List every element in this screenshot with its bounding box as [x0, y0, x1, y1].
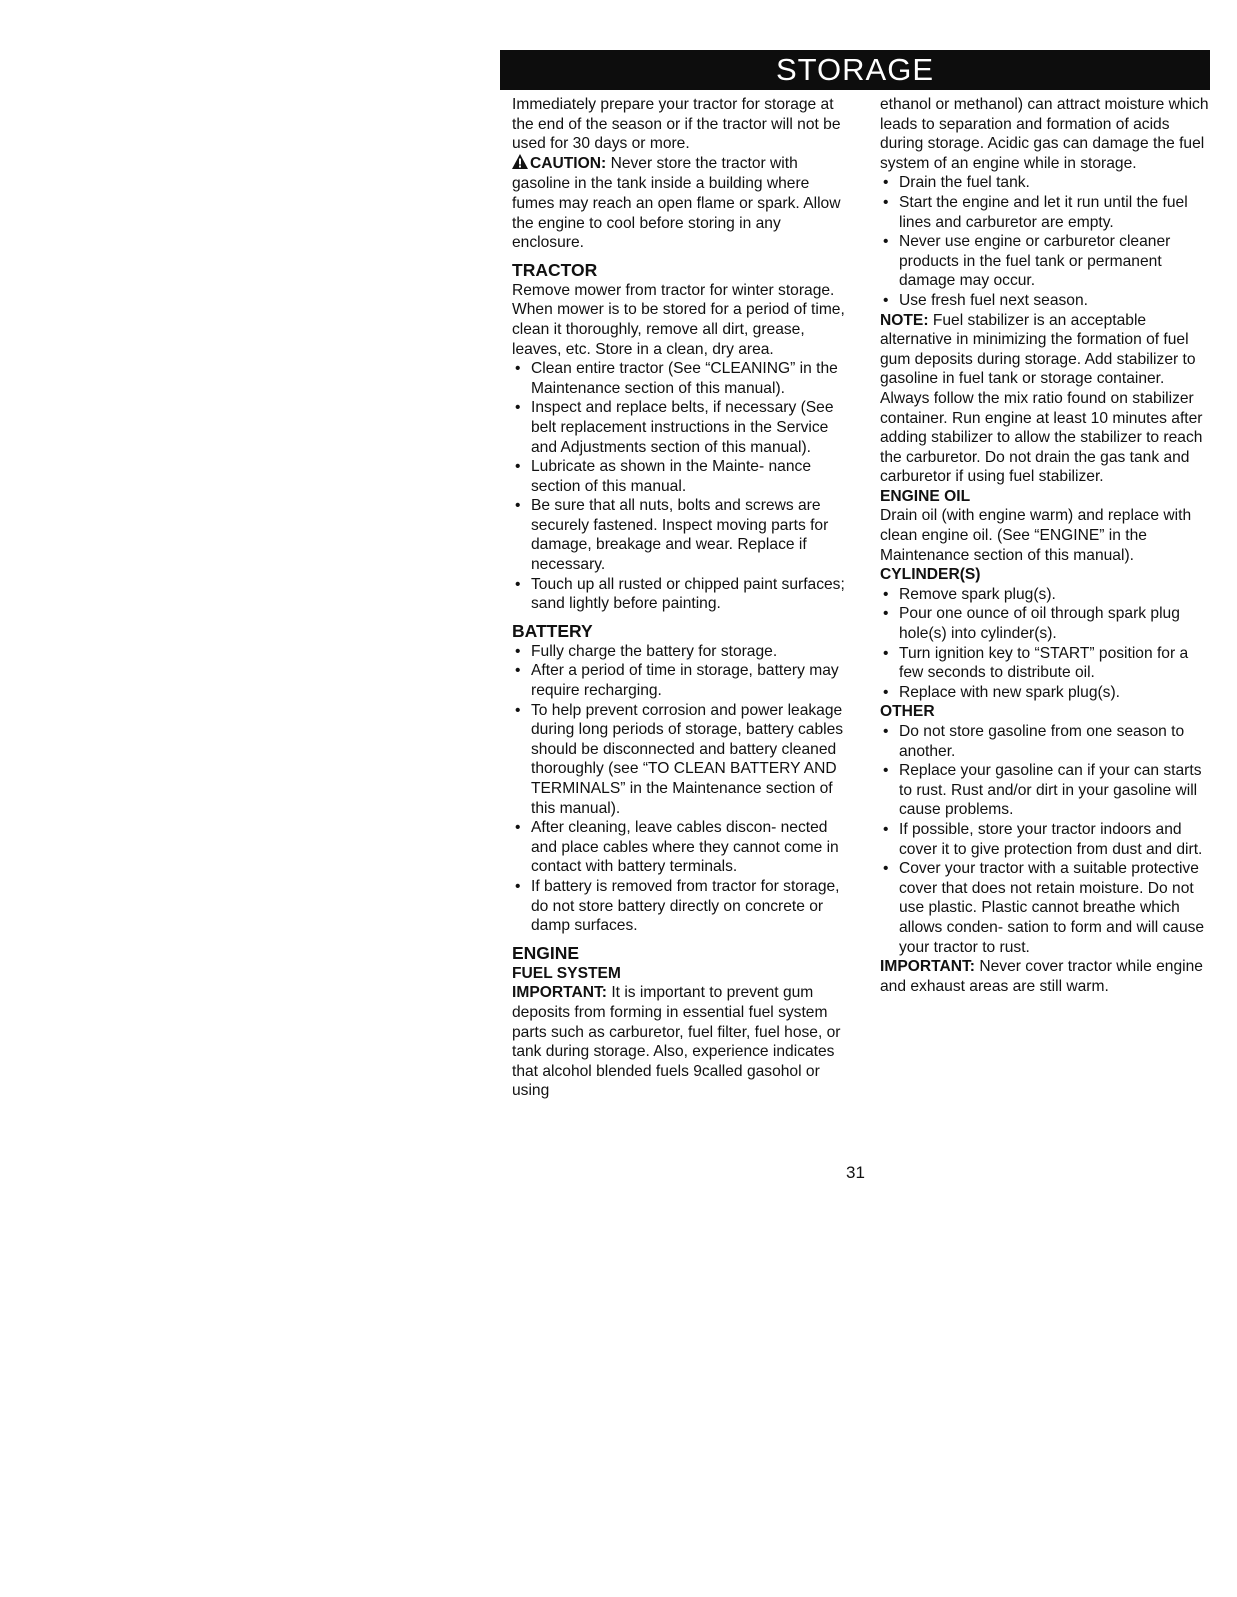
left-column [512, 95, 847, 1101]
right-column [880, 95, 1210, 996]
intro-paragraph: Immediately prepare your tractor for storage at the end of the season or if the tractor will not be used for 30 days or more. [512, 96, 841, 153]
cylinder-heading: CYLINDER(S) [880, 566, 981, 584]
tractor-paragraph: Remove mower from tractor for winter storage. When mower is to be stored for a period of time, clean it thoroughly, remove all dirt, grease, leaves, etc. Store in a clean, dry area. [512, 281, 845, 358]
list-item: • Drain the fuel tank. [880, 173, 1210, 193]
list-item: • After cleaning, leave cables discon- nected and place cables where they cannot come in contact with battery terminals. [512, 818, 847, 877]
battery-heading: BATTERY [512, 620, 593, 641]
list-item: • Inspect and replace belts, if necessary (See belt replacement instructions in the Service and Adjustments section of this manual). [512, 398, 847, 457]
note-paragraph [880, 311, 1210, 487]
list-item: • Clean entire tractor (See “CLEANING” in the Maintenance section of this manual). [512, 359, 847, 398]
caution-label: CAUTION: [530, 154, 607, 172]
section-title: STORAGE [775, 52, 935, 87]
list-item: • Fully charge the battery for storage. [512, 642, 847, 662]
list-item: • If battery is removed from tractor for storage, do not store battery directly on concrete or damp surfaces. [512, 877, 847, 936]
list-item: • Start the engine and let it run until the fuel lines and carburetor are empty. [880, 193, 1210, 232]
section-title-banner [500, 50, 1210, 90]
warning-triangle-icon [512, 154, 530, 175]
list-item: • If possible, store your tractor indoors and cover it to give protection from dust and dirt. [880, 820, 1210, 859]
other-list [880, 722, 1210, 957]
list-item: • Lubricate as shown in the Mainte- nance section of this manual. [512, 457, 847, 496]
important-label: IMPORTANT: [512, 984, 607, 1002]
list-item: • Remove spark plug(s). [880, 585, 1210, 605]
important-paragraph [512, 983, 847, 1101]
final-important-text: Never cover tractor while engine and exhaust areas are still warm. [880, 958, 1203, 995]
list-item: • Never use engine or carburetor cleaner products in the fuel tank or permanent damage may occur. [880, 232, 1210, 291]
list-item: • Be sure that all nuts, bolts and screws are securely fastened. Inspect moving parts for damage, breakage and wear. Replace if necessary. [512, 496, 847, 574]
fuel-system-heading: FUEL SYSTEM [512, 964, 621, 982]
list-item: • After a period of time in storage, battery may require recharging. [512, 661, 847, 700]
engine-oil-paragraph: Drain oil (with engine warm) and replace with clean engine oil. (See “ENGINE” in the Maintenance section of this manual). [880, 507, 1192, 564]
engine-heading: ENGINE [512, 942, 580, 963]
list-item: • Replace your gasoline can if your can starts to rust. Rust and/or dirt in your gasoline will cause problems. [880, 761, 1210, 820]
caution-text: Never store the tractor with gasoline in the tank inside a building where fumes may reach an open flame or spark. Allow the engine to cool before storing in any enclosure. [512, 154, 841, 252]
list-item: • Do not store gasoline from one season to another. [880, 722, 1210, 761]
final-important-paragraph [880, 957, 1210, 996]
tractor-list [512, 359, 847, 614]
cylinder-list [880, 585, 1210, 703]
final-important-label: IMPORTANT: [880, 958, 975, 976]
list-item: • Turn ignition key to “START” position for a few seconds to distribute oil. [880, 644, 1210, 683]
caution-paragraph [512, 154, 847, 253]
fuel-list [880, 173, 1210, 310]
note-text: Fuel stabilizer is an acceptable alternative in minimizing the formation of fuel gum deposits during storage. Add stabilizer to gasoline in fuel tank or storage container. Always follow the mix ratio found on stabilizer container. Run engine at least 10 minutes after adding stabilizer to allow the stabilizer to reach the carburetor. Do not drain the gas tank and carburetor if using fuel stabilizer. [880, 311, 1203, 486]
list-item: • Touch up all rusted or chipped paint surfaces; sand lightly before painting. [512, 575, 847, 614]
important-text: It is important to prevent gum deposits from forming in essential fuel system parts such as carburetor, fuel filter, fuel hose, or tank during storage. Also, experience indicates that alcohol blended fuels 9called gasohol or using [512, 984, 841, 1100]
list-item: • Replace with new spark plug(s). [880, 683, 1210, 703]
engine-oil-heading: ENGINE OIL [880, 487, 971, 505]
continued-paragraph: ethanol or methanol) can attract moisture which leads to separation and formation of acids during storage. Acidic gas can damage the fuel system of an engine while in storage. [880, 96, 1209, 172]
page-number: 31 [846, 1163, 865, 1182]
tractor-heading: TRACTOR [512, 259, 598, 280]
other-heading: OTHER [880, 703, 935, 721]
note-label: NOTE: [880, 311, 929, 329]
list-item: • Cover your tractor with a suitable protective cover that does not retain moisture. Do not use plastic. Plastic cannot breathe which allows conden- sation to form and will cause your tractor to rust. [880, 859, 1210, 957]
battery-list [512, 642, 847, 936]
list-item: • To help prevent corrosion and power leakage during long periods of storage, battery cables should be disconnected and battery cleaned thoroughly (see “TO CLEAN BATTERY AND TERMINALS” in the Maintenance section of this manual). [512, 701, 847, 819]
list-item: • Use fresh fuel next season. [880, 291, 1210, 311]
list-item: • Pour one ounce of oil through spark plug hole(s) into cylinder(s). [880, 604, 1210, 643]
